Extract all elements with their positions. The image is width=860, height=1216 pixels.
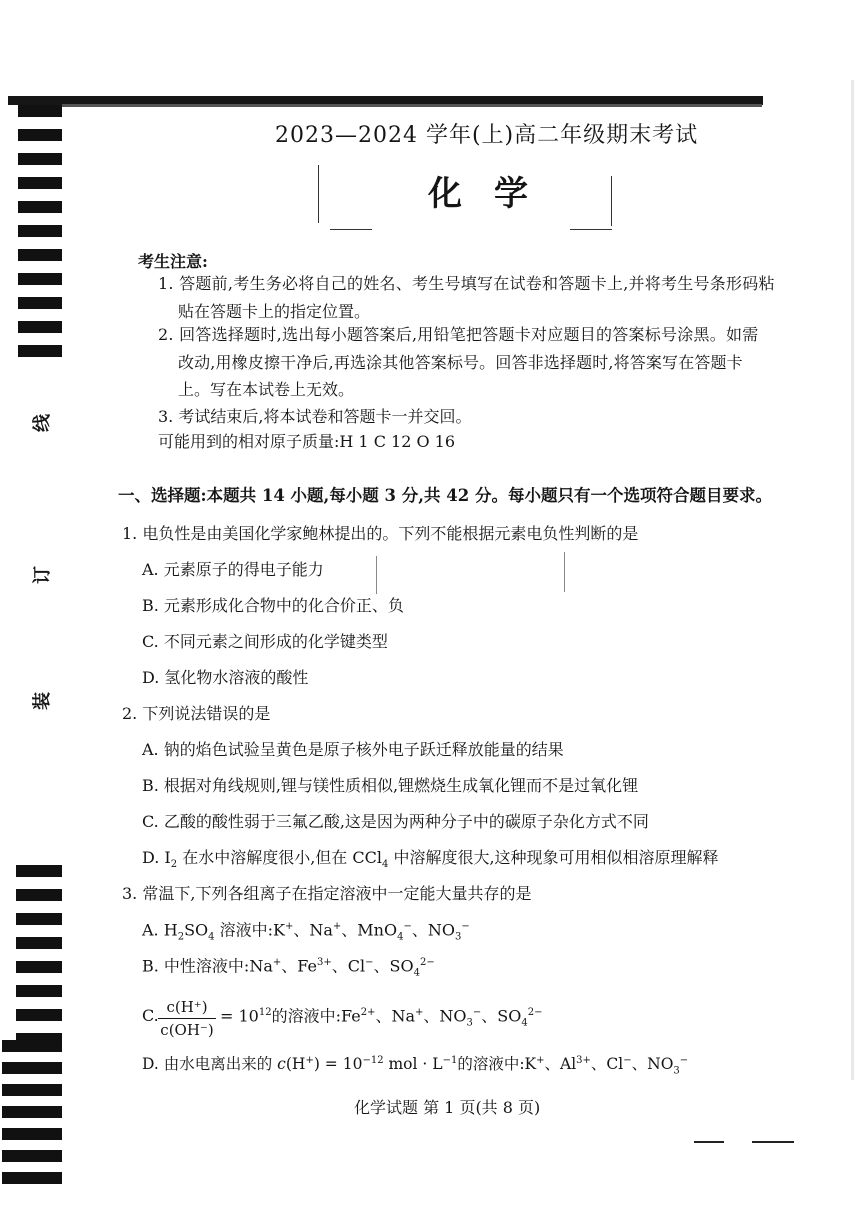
binding-stripe [2,1062,62,1074]
binding-stripe [2,1172,62,1184]
binding-char-xian: 线 [32,414,53,432]
q2-option-b: B. 根据对角线规则,锂与镁性质相似,锂燃烧生成氧化锂而不是过氧化锂 [142,776,639,795]
binding-stripe [16,1009,62,1021]
q3-option-c: = $10^{12}$的溶液中$:Fe^{2+}$、Na+、$NO_3^-$、$SO_4^{2-}$ [220,1006,543,1029]
page-footer: 化学试题 第 1 页(共 8 页) [354,1098,541,1117]
footer-mark [694,1141,724,1143]
top-rule-shadow [62,104,762,107]
notice-line-3: 2. 回答选择题时,选出每小题答案后,用铅笔把答题卡对应题目的答案标号涂黑。如需 [158,325,759,344]
q3-option-c-fraction [158,998,216,1039]
binding-stripe [18,105,62,117]
section-heading: 一、选择题:本题共 14 小题,每小题 3 分,共 42 分。每小题只有一个选项符合题目要求。 [118,486,772,505]
q2-stem: 2. 下列说法错误的是 [122,704,271,723]
atomic-mass-line: 可能用到的相对原子质量:H 1 C 12 O 16 [158,432,456,451]
binding-stripe [2,1106,62,1118]
binding-stripe [18,225,62,237]
notice-line-6: 3. 考试结束后,将本试卷和答题卡一并交回。 [158,407,472,426]
subject-frame-bottom-left [330,229,372,230]
binding-stripe [18,201,62,213]
scan-mark [564,552,565,592]
binding-stripe [18,345,62,357]
notice-line-2: 贴在答题卡上的指定位置。 [178,302,371,321]
footer-mark [752,1141,794,1143]
binding-stripe [16,937,62,949]
exam-title: 2023—2024 学年(上)高二年级期末考试 [275,123,699,148]
q1-option-c: C. 不同元素之间形成的化学键类型 [142,632,388,651]
binding-stripe [18,249,62,261]
q1-option-a: A. 元素原子的得电子能力 [142,560,324,579]
binding-stripe [2,1128,62,1140]
q3-option-a: A. $H_2SO_4$ 溶液中:K+、Na+、MnO$_4$−、$NO_3^-$ [142,920,470,943]
notice-line-1: 1. 答题前,考生务必将自己的姓名、考生号填写在试卷和答题卡上,并将考生号条形码粘 [158,274,775,293]
binding-stripe [16,985,62,997]
binding-stripe [16,889,62,901]
notice-line-5: 上。写在本试卷上无效。 [178,380,355,399]
binding-char-zhuang: 装 [32,692,53,710]
q2-option-d: D. $I_2$ 在水中溶解度很小,但在 CCl$_4$ 中溶解度很大,这种现象可用相似相溶原理解释 [142,848,719,871]
binding-stripe [18,273,62,285]
q3-option-d: D. 由水电离出来的 $c(H^+) = 10^{-12}$ mol · $L^{-1}$的溶液中:K+、$Al^{3+}$、Cl−、$NO_3^-$ [142,1055,689,1077]
binding-stripe [2,1150,62,1162]
binding-stripe [16,865,62,877]
scan-mark [376,556,377,594]
subject-frame-left [318,165,319,223]
binding-stripe [2,1084,62,1096]
page-edge [851,80,854,1080]
q2-option-a: A. 钠的焰色试验呈黄色是原子核外电子跃迁释放能量的结果 [142,740,564,759]
q3-stem: 3. 常温下,下列各组离子在指定溶液中一定能大量共存的是 [122,884,532,903]
binding-stripe [18,297,62,309]
q2-option-c: C. 乙酸的酸性弱于三氟乙酸,这是因为两种分子中的碳原子杂化方式不同 [142,812,649,831]
q1-option-d: D. 氢化物水溶液的酸性 [142,668,309,687]
q3-option-c-label: C. [142,1006,159,1025]
subject-frame-bottom-right [570,229,612,230]
binding-stripe [16,913,62,925]
binding-char-ding: 订 [32,566,53,584]
notice-line-4: 改动,用橡皮擦干净后,再选涂其他答案标号。回答非选择题时,将答案写在答题卡 [178,353,743,372]
q1-option-b: B. 元素形成化合物中的化合价正、负 [142,596,404,615]
binding-strip [0,95,62,1175]
binding-stripe [18,153,62,165]
q1-stem: 1. 电负性是由美国化学家鲍林提出的。下列不能根据元素电负性判断的是 [122,524,639,543]
binding-stripe [18,321,62,333]
binding-stripe [18,177,62,189]
binding-stripe [18,129,62,141]
subject-title: 化学 [428,174,560,214]
notice-heading: 考生注意: [138,252,208,271]
fraction-numerator: c(H⁺) [158,998,216,1019]
binding-stripe [16,961,62,973]
binding-stripe [2,1040,62,1052]
q3-option-b: B. 中性溶液中:Na+、$Fe^{3+}$、Cl−、$SO_4^{2-}$ [142,956,435,979]
fraction-denominator: c(OH⁻) [160,1021,214,1039]
subject-frame-right [611,176,612,226]
